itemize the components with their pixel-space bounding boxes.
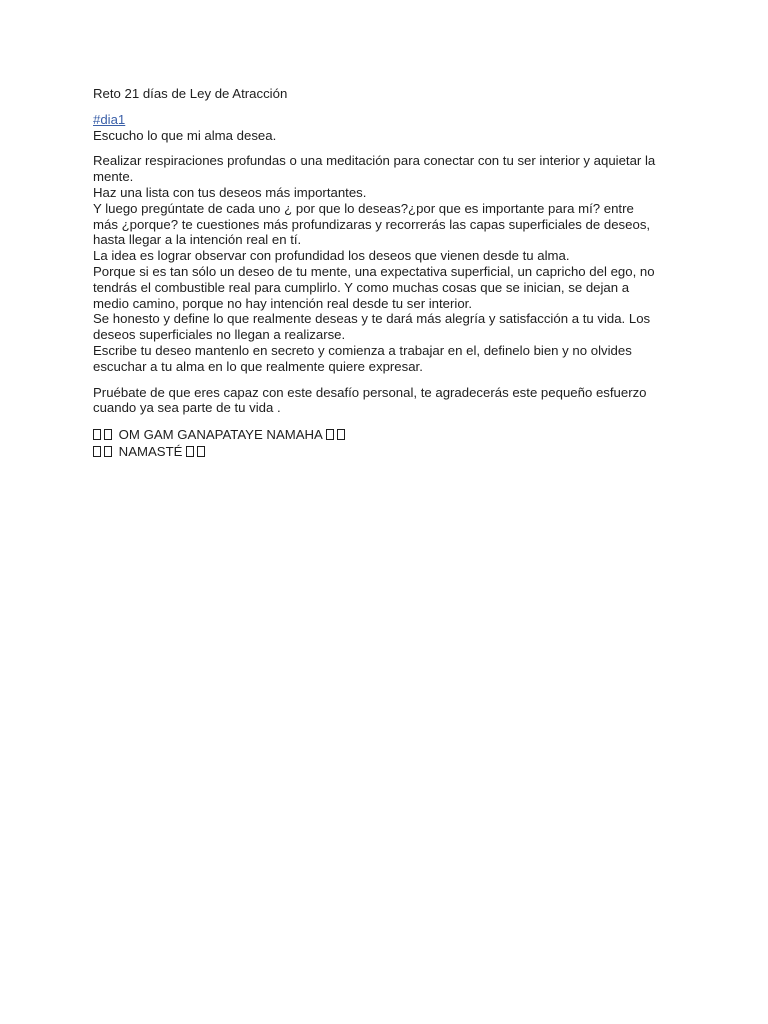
missing-glyph-icon: [93, 446, 101, 457]
body-line: más ¿porque? te cuestiones más profundizaras y recorrerás las capas superficiales de deseos,: [93, 216, 651, 232]
body-line: hasta llegar a la intención real en tí.: [93, 232, 302, 248]
namaste-text: NAMASTÉ: [118, 444, 183, 460]
missing-glyph-icon: [326, 429, 334, 440]
missing-glyph-icon: [93, 429, 101, 440]
namaste-line: [93, 443, 683, 460]
body-line: Se honesto y define lo que realmente deseas y te dará más alegría y satisfacción a tu vida. Los: [93, 311, 651, 327]
body-line: Realizar respiraciones profundas o una meditación para conectar con tu ser interior y aquietar la: [93, 153, 656, 169]
missing-glyph-icon: [104, 429, 112, 440]
missing-glyph-icon: [337, 429, 345, 440]
body-line: tendrás el combustible real para cumplirlo. Y como muchas cosas que se inician, se dejan a: [93, 279, 630, 295]
body-line: escuchar a tu alma en lo que realmente quiere expresar.: [93, 358, 423, 374]
body-line: mente.: [93, 169, 134, 185]
body-line: Escribe tu deseo mantenlo en secreto y comienza a trabajar en el, definelo bien y no olvides: [93, 342, 632, 358]
hashtag-link[interactable]: #dia1: [93, 111, 126, 127]
missing-glyph-icon: [197, 446, 205, 457]
body-line: Y luego pregúntate de cada uno ¿ por que lo deseas?¿por que es importante para mí? entre: [93, 200, 634, 216]
mantra-text: OM GAM GANAPATAYE NAMAHA: [118, 427, 323, 443]
document-page: [93, 86, 683, 470]
body-line: Haz una lista con tus deseos más importantes.: [93, 184, 367, 200]
body-line: Porque si es tan sólo un deseo de tu mente, una expectativa superficial, un capricho del ego, no: [93, 263, 655, 279]
mantra-block: [93, 426, 683, 460]
intro-text: Escucho lo que mi alma desea.: [93, 127, 277, 143]
body-paragraph: [93, 153, 683, 374]
intro-block: [93, 112, 683, 144]
closing-paragraph: [93, 385, 683, 417]
missing-glyph-icon: [186, 446, 194, 457]
closing-line: Pruébate de que eres capaz con este desafío personal, te agradecerás este pequeño esfuerzo: [93, 384, 647, 400]
document-title: Reto 21 días de Ley de Atracción: [93, 86, 288, 101]
body-line: medio camino, porque no hay intención real desde tu ser interior.: [93, 295, 472, 311]
body-line: deseos superficiales no llegan a realizarse.: [93, 327, 346, 343]
body-line: La idea es lograr observar con profundidad los deseos que vienen desde tu alma.: [93, 248, 570, 264]
missing-glyph-icon: [104, 446, 112, 457]
closing-line: cuando ya sea parte de tu vida .: [93, 400, 281, 416]
mantra-line: [93, 426, 683, 443]
